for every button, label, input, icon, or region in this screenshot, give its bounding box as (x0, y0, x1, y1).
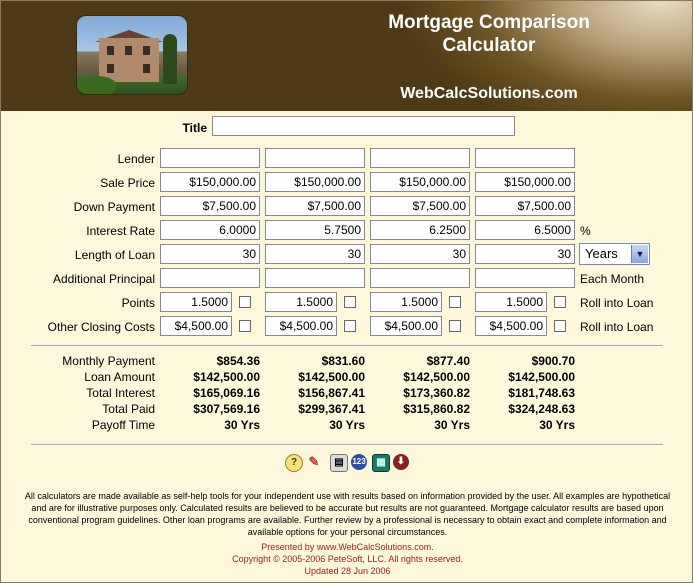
result-value: $173,360.82 (403, 386, 470, 400)
down-payment-input-4[interactable]: $7,500.00 (475, 196, 575, 216)
title-input[interactable] (212, 116, 515, 136)
result-value: $299,367.41 (298, 402, 365, 416)
print-icon[interactable]: ▤ (330, 454, 348, 472)
closing-input-1[interactable]: $4,500.00 (160, 316, 232, 336)
sale-price-input-1[interactable]: $150,000.00 (160, 172, 260, 192)
additional-input-3[interactable] (370, 268, 470, 288)
additional-label: Additional Principal (52, 272, 155, 286)
result-value: $854.36 (216, 354, 260, 368)
interest-rate-label: Interest Rate (86, 224, 155, 238)
each-month-label: Each Month (580, 272, 645, 286)
result-value: $142,500.00 (508, 370, 575, 384)
result-label: Monthly Payment (62, 354, 155, 368)
points-checkbox-3[interactable] (449, 296, 461, 308)
title-line-2: Calculator (442, 35, 536, 56)
roll-closing-label: Roll into Loan (580, 320, 654, 334)
roll-points-label: Roll into Loan (580, 296, 654, 310)
percent-suffix: % (580, 224, 591, 238)
result-label: Total Paid (102, 402, 155, 416)
lender-input-3[interactable] (370, 148, 470, 168)
closing-input-2[interactable]: $4,500.00 (265, 316, 337, 336)
closing-label: Other Closing Costs (47, 320, 155, 334)
closing-checkbox-3[interactable] (449, 320, 461, 332)
length-input-1[interactable]: 30 (160, 244, 260, 264)
result-value: $142,500.00 (193, 370, 260, 384)
length-label: Length of Loan (74, 248, 155, 262)
copyright: Copyright © 2005-2006 PeteSoft, LLC. All rights reserved. (232, 554, 463, 564)
title-line-1: Mortgage Comparison (388, 12, 590, 33)
footer (1, 541, 693, 577)
interest-rate-input-2[interactable]: 5.7500 (265, 220, 365, 240)
closing-checkbox-1[interactable] (239, 320, 251, 332)
sale-price-input-4[interactable]: $150,000.00 (475, 172, 575, 192)
down-payment-input-3[interactable]: $7,500.00 (370, 196, 470, 216)
closing-input-4[interactable]: $4,500.00 (475, 316, 547, 336)
points-input-3[interactable]: 1.5000 (370, 292, 442, 312)
interest-rate-input-3[interactable]: 6.2500 (370, 220, 470, 240)
calculator-icon[interactable]: ▦ (372, 454, 390, 472)
down-payment-label: Down Payment (73, 200, 155, 214)
closing-checkbox-2[interactable] (344, 320, 356, 332)
lender-input-4[interactable] (475, 148, 575, 168)
result-value: $181,748.63 (508, 386, 575, 400)
divider (31, 444, 663, 446)
result-value: $877.40 (426, 354, 470, 368)
lender-label: Lender (117, 152, 155, 166)
updated-date: Updated 28 Jun 2006 (304, 566, 391, 576)
sale-price-input-2[interactable]: $150,000.00 (265, 172, 365, 192)
result-value: 30 Yrs (434, 418, 470, 432)
roll-closing-checkbox[interactable] (554, 320, 566, 332)
closing-input-3[interactable]: $4,500.00 (370, 316, 442, 336)
disclaimer-text: All calculators are made available as self-help tools for your independent use with results based on information provided by the user. All examples are hypothetical and are for illustrative purposes only. Calculated results are believed to be accurate but results are not guaranteed. Mortgage calculator results are based upon conventional program guidelines. Other loan programs are available. Further review by a professional is necessary to obtain exact and complete information and available options for your personal circumstances. (24, 491, 671, 537)
result-value: 30 Yrs (329, 418, 365, 432)
lender-input-2[interactable] (265, 148, 365, 168)
result-value: $307,569.16 (193, 402, 260, 416)
presented-by: Presented by www.WebCalcSolutions.com. (261, 542, 434, 552)
house-photo (76, 15, 188, 95)
result-label: Total Interest (86, 386, 155, 400)
clear-icon[interactable]: ✎ (308, 454, 320, 469)
length-input-2[interactable]: 30 (265, 244, 365, 264)
interest-rate-input-4[interactable]: 6.5000 (475, 220, 575, 240)
result-value: $315,860.82 (403, 402, 470, 416)
result-label: Payoff Time (91, 418, 155, 432)
site-name: WebCalcSolutions.com (400, 85, 578, 102)
result-value: $324,248.63 (508, 402, 575, 416)
down-payment-input-2[interactable]: $7,500.00 (265, 196, 365, 216)
points-input-2[interactable]: 1.5000 (265, 292, 337, 312)
points-checkbox-2[interactable] (344, 296, 356, 308)
roll-points-checkbox[interactable] (554, 296, 566, 308)
points-input-1[interactable]: 1.5000 (160, 292, 232, 312)
help-icon[interactable]: ? (285, 454, 303, 472)
sale-price-label: Sale Price (100, 176, 155, 190)
result-label: Loan Amount (84, 370, 155, 384)
result-value: $831.60 (321, 354, 365, 368)
loan-length-unit-value: Years (585, 246, 618, 261)
result-value: $142,500.00 (298, 370, 365, 384)
down-payment-input-1[interactable]: $7,500.00 (160, 196, 260, 216)
interest-rate-input-1[interactable]: 6.0000 (160, 220, 260, 240)
result-value: $142,500.00 (403, 370, 470, 384)
page-title (331, 11, 647, 57)
length-input-4[interactable]: 30 (475, 244, 575, 264)
additional-input-2[interactable] (265, 268, 365, 288)
title-label: Title (182, 121, 207, 135)
download-icon[interactable]: ⬇ (393, 454, 409, 470)
result-value: $900.70 (531, 354, 575, 368)
result-value: $165,069.16 (193, 386, 260, 400)
result-value: $156,867.41 (298, 386, 365, 400)
loan-length-unit-select[interactable] (579, 243, 650, 265)
steps-icon[interactable]: 123 (351, 454, 367, 470)
chevron-down-icon[interactable]: ▼ (631, 245, 648, 263)
additional-input-4[interactable] (475, 268, 575, 288)
points-checkbox-1[interactable] (239, 296, 251, 308)
sale-price-input-3[interactable]: $150,000.00 (370, 172, 470, 192)
divider (31, 345, 663, 347)
points-input-4[interactable]: 1.5000 (475, 292, 547, 312)
lender-input-1[interactable] (160, 148, 260, 168)
points-label: Points (121, 296, 155, 310)
header-banner (1, 1, 692, 111)
result-value: 30 Yrs (224, 418, 260, 432)
length-input-3[interactable]: 30 (370, 244, 470, 264)
additional-input-1[interactable] (160, 268, 260, 288)
result-value: 30 Yrs (539, 418, 575, 432)
